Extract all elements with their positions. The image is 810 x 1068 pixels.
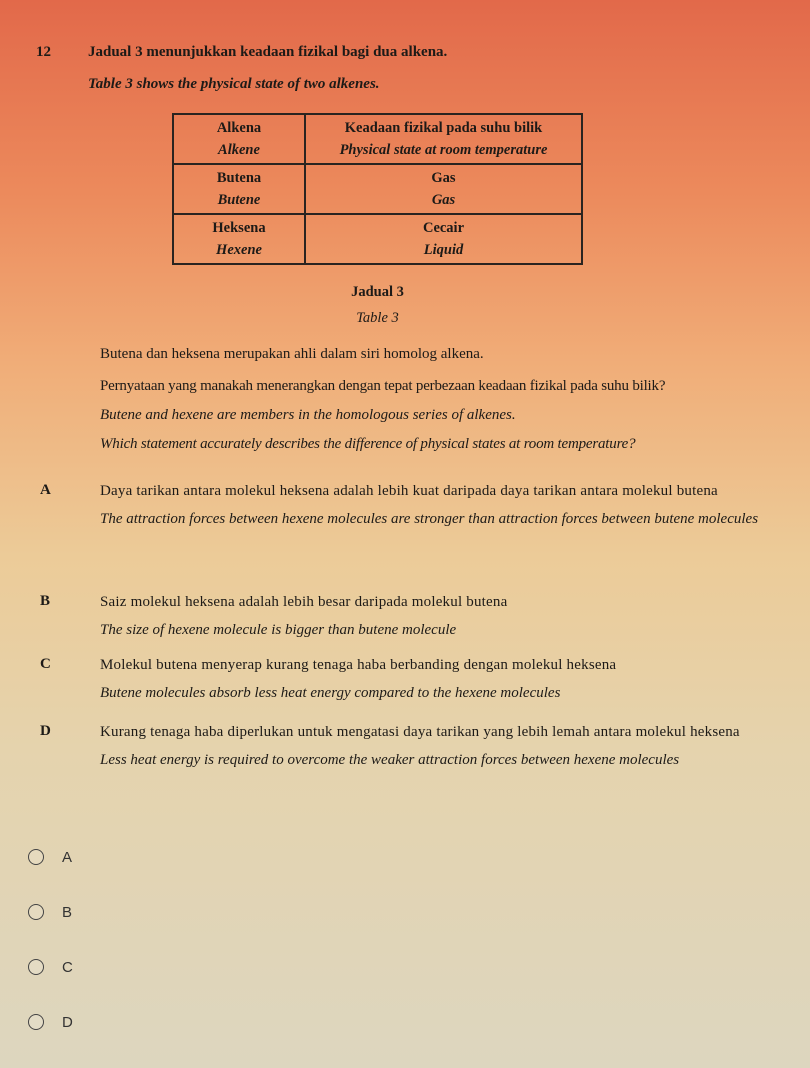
option-a bbox=[100, 480, 790, 530]
option-c bbox=[100, 654, 790, 704]
table-row bbox=[173, 164, 582, 214]
stem-line1-en: Butene and hexene are members in the homologous series of alkenes. bbox=[100, 407, 516, 423]
radio-circle-icon[interactable] bbox=[28, 1014, 44, 1030]
question-intro-ms: Jadual 3 menunjukkan keadaan fizikal bagi dua alkena. bbox=[88, 44, 448, 60]
answer-label-d: D bbox=[62, 1013, 73, 1031]
cell-state-en: Gas bbox=[431, 192, 456, 208]
option-a-en: The attraction forces between hexene molecules are stronger than attraction forces between butene molecules bbox=[100, 511, 759, 527]
option-b bbox=[100, 591, 790, 641]
cell-name-ms: Heksena bbox=[212, 220, 266, 236]
table-header-cell bbox=[173, 114, 305, 164]
option-b-letter: B bbox=[40, 593, 51, 609]
header-state-en: Physical state at room temperature bbox=[339, 142, 548, 158]
answer-label-b: B bbox=[62, 903, 73, 921]
header-state-ms: Keadaan fizikal pada suhu bilik bbox=[344, 120, 543, 136]
table-cell bbox=[173, 164, 305, 214]
answer-choice-d[interactable] bbox=[28, 1007, 73, 1037]
cell-state-ms: Gas bbox=[431, 170, 456, 186]
header-alkene-ms: Alkena bbox=[216, 120, 262, 136]
cell-name-en: Butene bbox=[217, 192, 261, 208]
answer-label-c: C bbox=[62, 958, 73, 976]
question-number: 12 bbox=[36, 44, 51, 60]
option-c-letter: C bbox=[40, 656, 51, 672]
option-d bbox=[100, 721, 790, 771]
option-a-letter: A bbox=[40, 482, 51, 498]
answer-choice-c[interactable] bbox=[28, 952, 73, 982]
cell-name-ms: Butena bbox=[216, 170, 262, 186]
table-cell bbox=[305, 164, 582, 214]
option-d-letter: D bbox=[40, 723, 51, 739]
cell-name-en: Hexene bbox=[216, 242, 262, 258]
answer-choice-a[interactable] bbox=[28, 842, 72, 872]
radio-circle-icon[interactable] bbox=[28, 849, 44, 865]
option-a-ms: Daya tarikan antara molekul heksena adalah lebih kuat daripada daya tarikan antara molekul butena bbox=[100, 483, 718, 499]
option-b-ms: Saiz molekul heksena adalah lebih besar daripada molekul butena bbox=[100, 594, 508, 610]
cell-state-en: Liquid bbox=[423, 242, 464, 258]
option-c-en: Butene molecules absorb less heat energy compared to the hexene molecules bbox=[100, 685, 561, 701]
stem-line2-en: Which statement accurately describes the difference of physical states at room temperature? bbox=[100, 436, 636, 452]
table-caption-en: Table 3 bbox=[356, 310, 399, 326]
radio-circle-icon[interactable] bbox=[28, 959, 44, 975]
radio-circle-icon[interactable] bbox=[28, 904, 44, 920]
table-row bbox=[173, 214, 582, 264]
table-header-cell bbox=[305, 114, 582, 164]
alkene-table bbox=[172, 113, 583, 265]
stem-line1-ms: Butena dan heksena merupakan ahli dalam siri homolog alkena. bbox=[100, 346, 484, 362]
answer-label-a: A bbox=[62, 848, 73, 866]
cell-state-ms: Cecair bbox=[422, 220, 465, 236]
table-header-row bbox=[173, 114, 582, 164]
option-d-en: Less heat energy is required to overcome the weaker attraction forces between hexene molecules bbox=[100, 752, 680, 768]
stem-line2-ms: Pernyataan yang manakah menerangkan dengan tepat perbezaan keadaan fizikal pada suhu bilik? bbox=[100, 378, 666, 394]
option-b-en: The size of hexene molecule is bigger than butene molecule bbox=[100, 622, 457, 638]
table-cell bbox=[173, 214, 305, 264]
table-cell bbox=[305, 214, 582, 264]
option-d-ms: Kurang tenaga haba diperlukan untuk mengatasi daya tarikan yang lebih lemah antara molekul heksena bbox=[100, 724, 740, 740]
answer-choice-b[interactable] bbox=[28, 897, 72, 927]
question-intro-en: Table 3 shows the physical state of two alkenes. bbox=[88, 76, 380, 92]
table-caption-ms: Jadual 3 bbox=[351, 284, 404, 300]
option-c-ms: Molekul butena menyerap kurang tenaga haba berbanding dengan molekul heksena bbox=[100, 657, 617, 673]
header-alkene-en: Alkene bbox=[218, 142, 260, 158]
